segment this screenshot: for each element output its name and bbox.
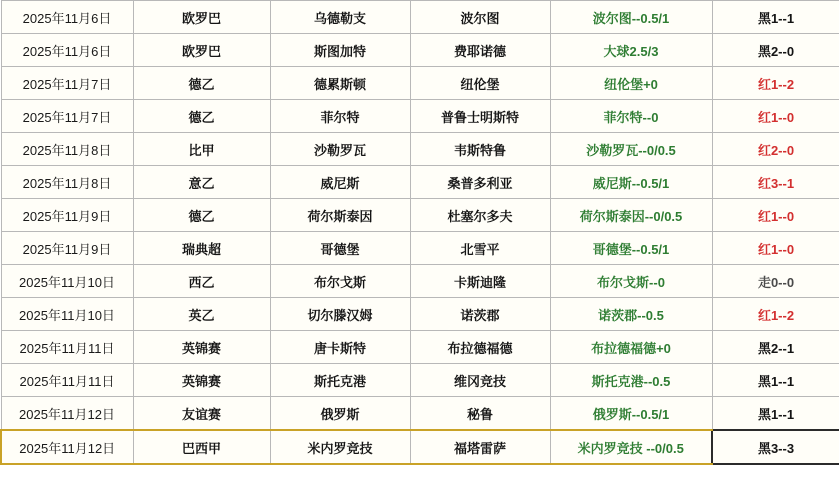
away-team-cell: 布拉德福德: [410, 331, 550, 364]
table-row: [1, 133, 839, 166]
table-row: [1, 232, 839, 265]
home-team-cell: 德累斯顿: [270, 67, 410, 100]
result-cell: 红1--0: [712, 100, 839, 133]
prediction-cell: 威尼斯--0.5/1: [550, 166, 712, 199]
home-team-cell: 乌德勒支: [270, 1, 410, 34]
table-row: [1, 67, 839, 100]
home-team-cell: 唐卡斯特: [270, 331, 410, 364]
prediction-cell: 沙勒罗瓦--0/0.5: [550, 133, 712, 166]
away-team-cell: 北雪平: [410, 232, 550, 265]
result-cell: 黑1--1: [712, 397, 839, 431]
away-team-cell: 韦斯特鲁: [410, 133, 550, 166]
match-date-cell: 2025年11月8日: [1, 166, 133, 199]
prediction-cell: 米内罗竞技 --0/0.5: [550, 430, 712, 464]
league-cell: 比甲: [133, 133, 270, 166]
away-team-cell: 诺茨郡: [410, 298, 550, 331]
result-cell: 黑1--1: [712, 1, 839, 34]
league-cell: 西乙: [133, 265, 270, 298]
match-table-body: [1, 1, 839, 465]
prediction-cell: 布拉德福德+0: [550, 331, 712, 364]
result-cell: 黑3--3: [712, 430, 839, 464]
match-date-cell: 2025年11月12日: [1, 397, 133, 431]
away-team-cell: 福塔雷萨: [410, 430, 550, 464]
league-cell: 欧罗巴: [133, 1, 270, 34]
league-cell: 英锦赛: [133, 331, 270, 364]
table-row: [1, 430, 839, 464]
table-row: [1, 34, 839, 67]
table-row: [1, 397, 839, 431]
home-team-cell: 斯图加特: [270, 34, 410, 67]
home-team-cell: 斯托克港: [270, 364, 410, 397]
match-date-cell: 2025年11月8日: [1, 133, 133, 166]
away-team-cell: 费耶诺德: [410, 34, 550, 67]
league-cell: 欧罗巴: [133, 34, 270, 67]
table-row: [1, 331, 839, 364]
prediction-cell: 波尔图--0.5/1: [550, 1, 712, 34]
table-row: [1, 265, 839, 298]
league-cell: 巴西甲: [133, 430, 270, 464]
away-team-cell: 秘鲁: [410, 397, 550, 431]
away-team-cell: 普鲁士明斯特: [410, 100, 550, 133]
league-cell: 德乙: [133, 199, 270, 232]
table-row: [1, 1, 839, 34]
away-team-cell: 波尔图: [410, 1, 550, 34]
prediction-cell: 哥德堡--0.5/1: [550, 232, 712, 265]
away-team-cell: 桑普多利亚: [410, 166, 550, 199]
away-team-cell: 纽伦堡: [410, 67, 550, 100]
prediction-cell: 大球2.5/3: [550, 34, 712, 67]
match-date-cell: 2025年11月10日: [1, 265, 133, 298]
result-cell: 红2--0: [712, 133, 839, 166]
home-team-cell: 俄罗斯: [270, 397, 410, 431]
result-cell: 红1--2: [712, 298, 839, 331]
league-cell: 德乙: [133, 100, 270, 133]
match-date-cell: 2025年11月7日: [1, 100, 133, 133]
result-cell: 红1--0: [712, 232, 839, 265]
away-team-cell: 卡斯迪隆: [410, 265, 550, 298]
match-date-cell: 2025年11月12日: [1, 430, 133, 464]
result-cell: 红1--2: [712, 67, 839, 100]
home-team-cell: 威尼斯: [270, 166, 410, 199]
result-cell: 黑1--1: [712, 364, 839, 397]
league-cell: 英锦赛: [133, 364, 270, 397]
result-cell: 黑2--0: [712, 34, 839, 67]
prediction-cell: 纽伦堡+0: [550, 67, 712, 100]
prediction-cell: 布尔戈斯--0: [550, 265, 712, 298]
home-team-cell: 米内罗竞技: [270, 430, 410, 464]
home-team-cell: 菲尔特: [270, 100, 410, 133]
home-team-cell: 哥德堡: [270, 232, 410, 265]
away-team-cell: 杜塞尔多夫: [410, 199, 550, 232]
away-team-cell: 维冈竞技: [410, 364, 550, 397]
match-date-cell: 2025年11月7日: [1, 67, 133, 100]
table-row: [1, 364, 839, 397]
result-cell: 红1--0: [712, 199, 839, 232]
match-date-cell: 2025年11月6日: [1, 34, 133, 67]
league-cell: 瑞典超: [133, 232, 270, 265]
table-row: [1, 298, 839, 331]
match-date-cell: 2025年11月9日: [1, 199, 133, 232]
home-team-cell: 切尔滕汉姆: [270, 298, 410, 331]
home-team-cell: 布尔戈斯: [270, 265, 410, 298]
prediction-cell: 诺茨郡--0.5: [550, 298, 712, 331]
match-date-cell: 2025年11月11日: [1, 364, 133, 397]
result-cell: 黑2--1: [712, 331, 839, 364]
league-cell: 德乙: [133, 67, 270, 100]
league-cell: 意乙: [133, 166, 270, 199]
prediction-cell: 俄罗斯--0.5/1: [550, 397, 712, 431]
match-date-cell: 2025年11月10日: [1, 298, 133, 331]
table-row: [1, 199, 839, 232]
table-row: [1, 166, 839, 199]
league-cell: 友谊赛: [133, 397, 270, 431]
match-date-cell: 2025年11月11日: [1, 331, 133, 364]
home-team-cell: 沙勒罗瓦: [270, 133, 410, 166]
league-cell: 英乙: [133, 298, 270, 331]
match-date-cell: 2025年11月6日: [1, 1, 133, 34]
prediction-cell: 斯托克港--0.5: [550, 364, 712, 397]
result-cell: 走0--0: [712, 265, 839, 298]
prediction-cell: 菲尔特--0: [550, 100, 712, 133]
home-team-cell: 荷尔斯泰因: [270, 199, 410, 232]
table-row: [1, 100, 839, 133]
result-cell: 红3--1: [712, 166, 839, 199]
match-date-cell: 2025年11月9日: [1, 232, 133, 265]
prediction-cell: 荷尔斯泰因--0/0.5: [550, 199, 712, 232]
